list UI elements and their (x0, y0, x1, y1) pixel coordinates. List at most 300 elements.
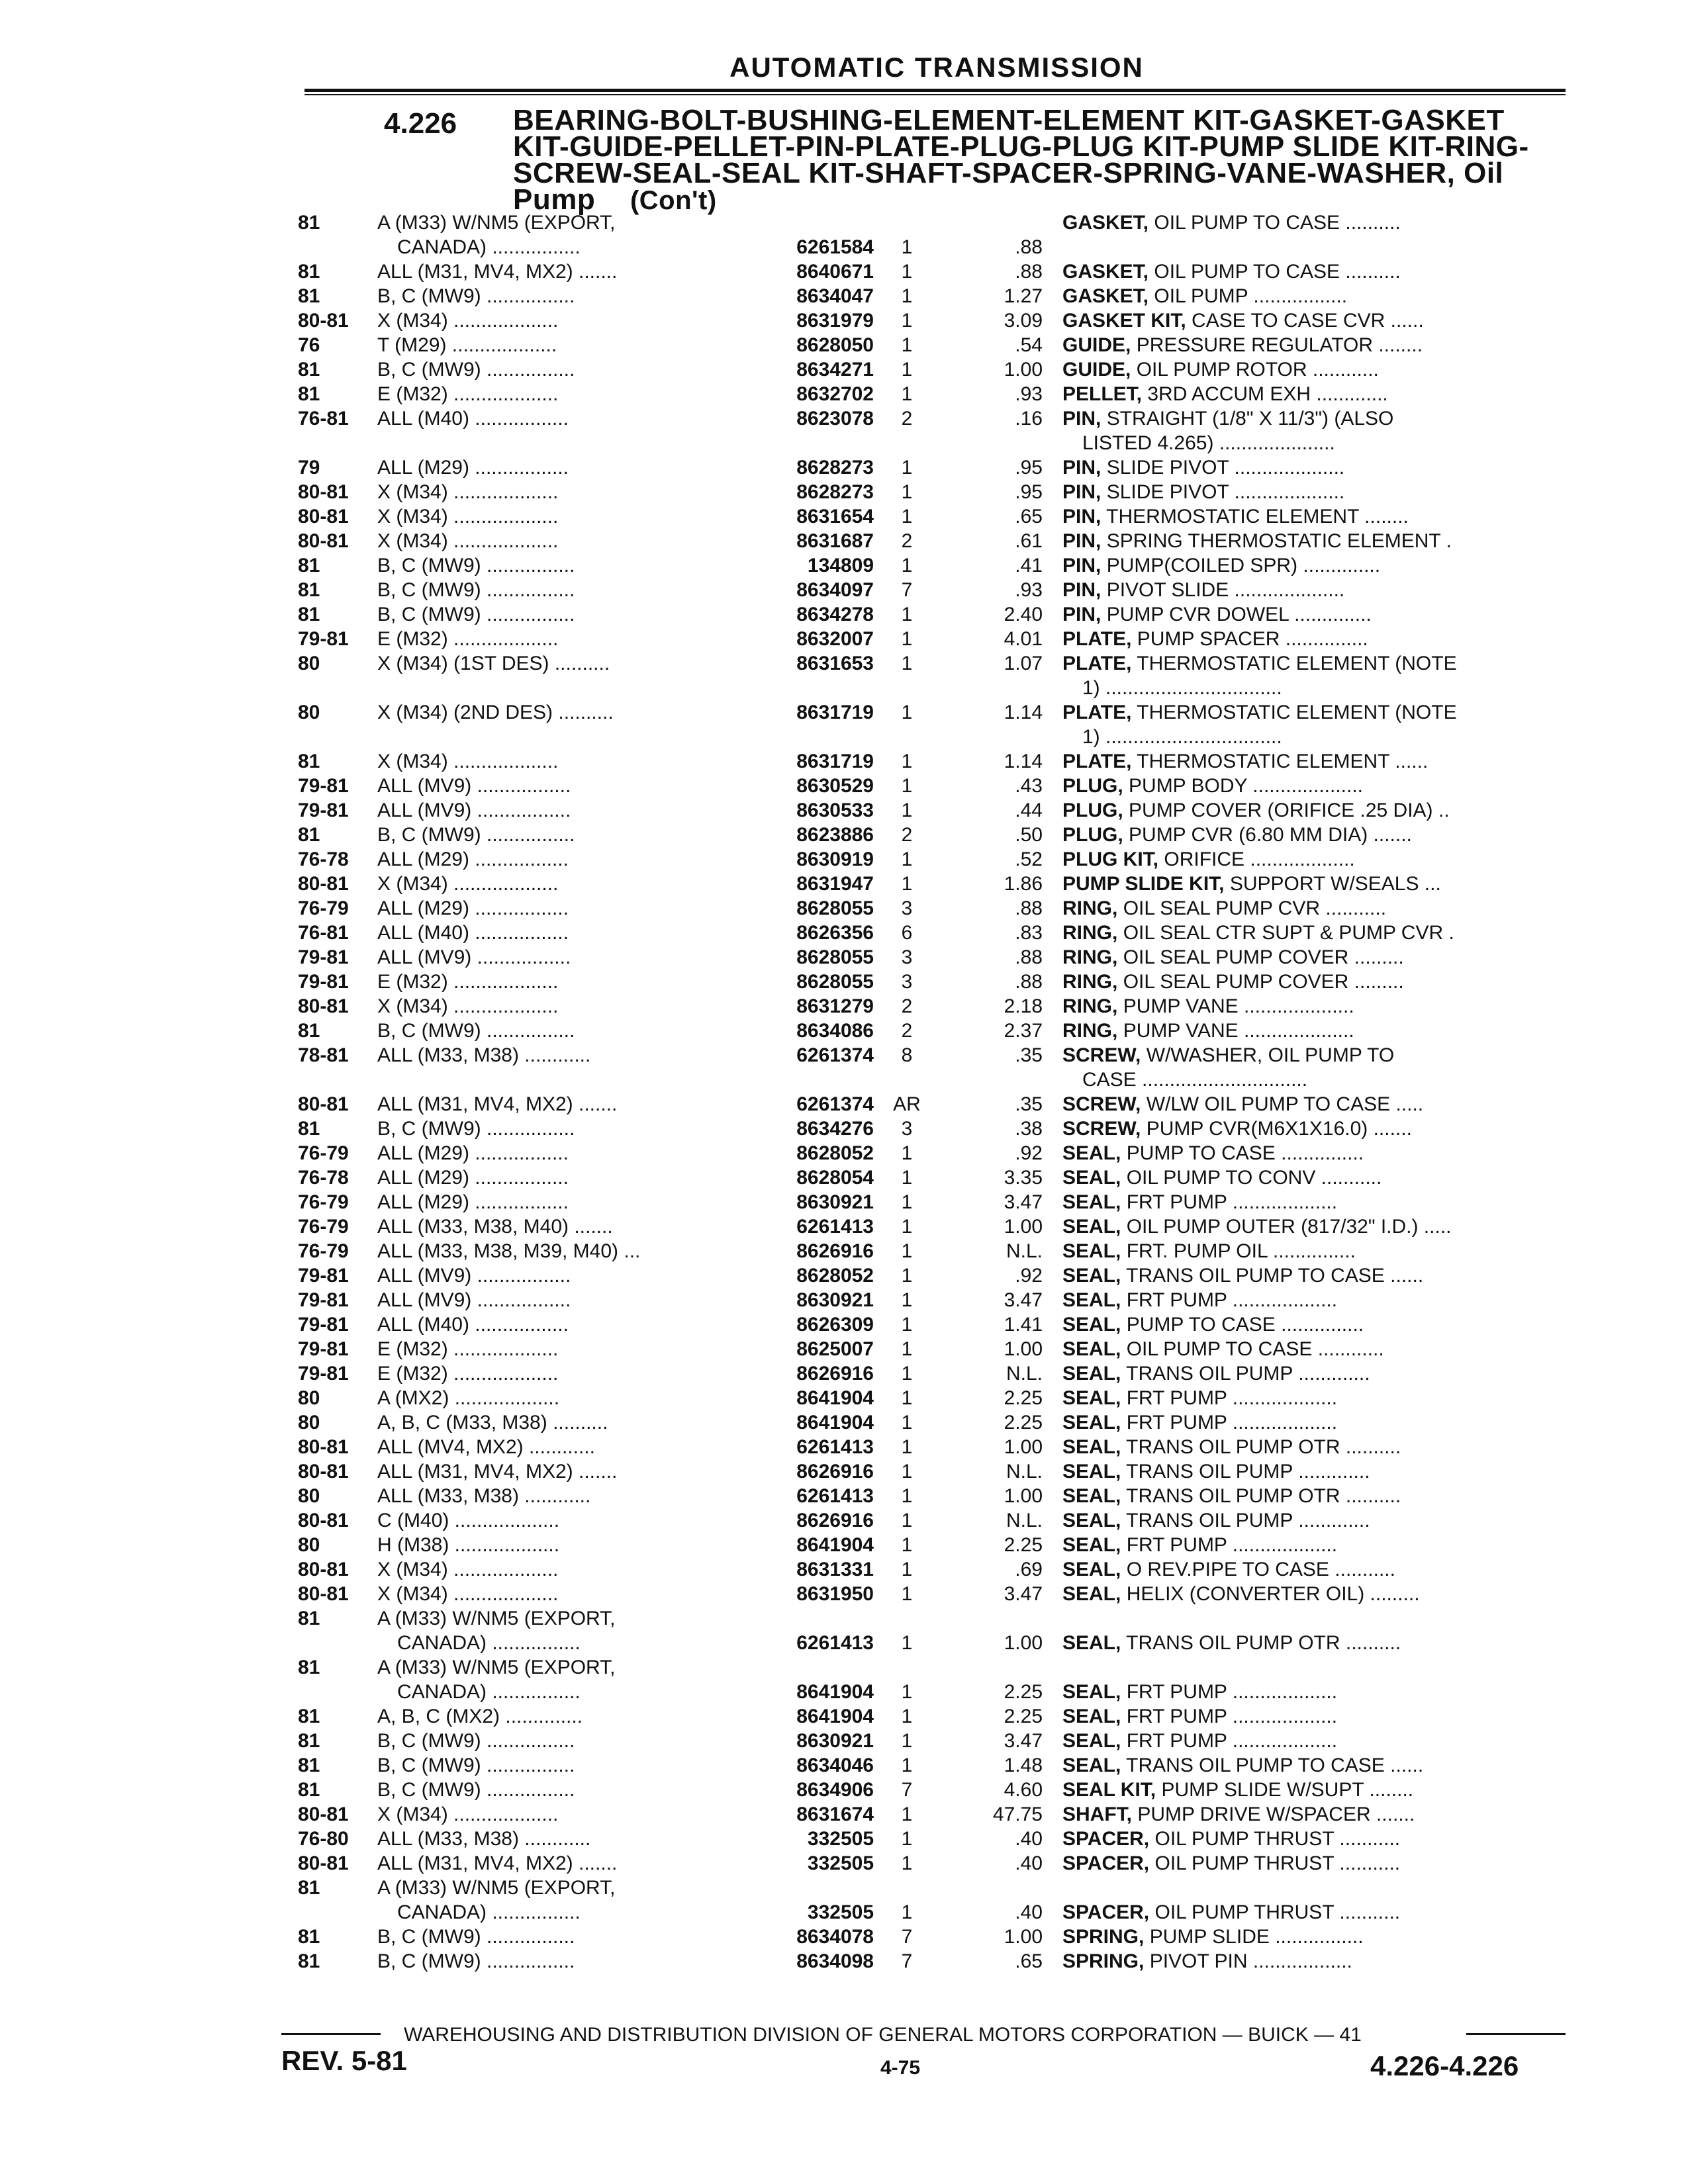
description-cell (1062, 1312, 1552, 1337)
description-text: FRT PUMP ................... (1126, 1412, 1338, 1433)
description-text: TRANS OIL PUMP TO CASE ...... (1126, 1754, 1424, 1776)
table-row (0, 1459, 1688, 1484)
table-row (0, 1606, 1688, 1655)
table-row (0, 1239, 1688, 1263)
year-cell: 80-81 (298, 995, 349, 1017)
description-cell (1062, 749, 1552, 774)
description-cell (1062, 1410, 1552, 1435)
table-row (0, 1386, 1688, 1410)
price-cell: N.L. (1006, 1363, 1043, 1385)
model-text: ALL (M29) ................. (377, 848, 569, 870)
price-cell: 3.47 (1004, 1730, 1043, 1752)
quantity-cell: 2 (901, 408, 913, 430)
year-cell: 81 (298, 555, 320, 576)
price-cell: .44 (1015, 799, 1043, 821)
table-row (0, 578, 1688, 602)
year-cell: 80-81 (298, 310, 349, 332)
description-text: TRANS OIL PUMP OTR .......... (1126, 1436, 1401, 1458)
quantity-cell: 1 (901, 1314, 913, 1336)
price-cell: 2.25 (1004, 1681, 1043, 1703)
model-cell (377, 872, 728, 896)
quantity-cell: 1 (901, 1387, 913, 1409)
model-text: X (M34) ................... (377, 530, 559, 552)
price-cell: .88 (1015, 261, 1043, 283)
description-cell (1062, 1778, 1552, 1802)
year-cell: 79-81 (298, 1314, 349, 1336)
year-cell: 81 (298, 1657, 320, 1678)
description-cell (1062, 1459, 1552, 1484)
year-cell: 76-81 (298, 922, 349, 944)
year-cell: 81 (298, 1950, 320, 1972)
year-cell: 79-81 (298, 775, 349, 797)
part-noun: SEAL, (1062, 1412, 1121, 1433)
year-cell: 79 (298, 457, 320, 478)
part-number-cell: 8628052 (796, 1265, 874, 1287)
table-row (0, 1851, 1688, 1876)
part-noun: GASKET KIT, (1062, 310, 1186, 332)
model-cell (377, 1435, 728, 1459)
quantity-cell: 1 (901, 1191, 913, 1213)
description-text: W/LW OIL PUMP TO CASE ..... (1146, 1093, 1424, 1115)
part-noun: SEAL, (1062, 1338, 1121, 1360)
part-noun: PLUG, (1062, 824, 1123, 846)
model-text-continued: CANADA) ................ (397, 1632, 581, 1654)
part-number-cell: 6261374 (796, 1093, 874, 1115)
model-cell (377, 921, 728, 945)
model-cell (377, 529, 728, 553)
price-cell: .93 (1015, 383, 1043, 405)
model-text: ALL (MV9) ................. (377, 946, 571, 968)
part-noun: SCREW, (1062, 1118, 1141, 1140)
description-cell (1062, 872, 1552, 896)
header-rule-thin (305, 94, 1566, 95)
year-cell: 81 (298, 1608, 320, 1629)
description-cell (1062, 602, 1552, 627)
description-cell (1062, 823, 1552, 847)
description-cell (1062, 1704, 1552, 1729)
quantity-cell: 1 (901, 1559, 913, 1580)
part-noun: PLUG, (1062, 775, 1123, 797)
description-cell (1062, 1533, 1552, 1557)
model-text: B, C (MW9) ................ (377, 1754, 575, 1776)
part-number-cell: 8631947 (796, 873, 874, 895)
price-cell: 3.35 (1004, 1167, 1043, 1189)
model-cell (377, 1533, 728, 1557)
table-row (0, 1312, 1688, 1337)
table-row (0, 308, 1688, 333)
model-cell (377, 651, 728, 676)
table-row (0, 1092, 1688, 1116)
description-text: SUPPORT W/SEALS ... (1229, 873, 1441, 895)
description-cell (1062, 970, 1552, 994)
price-cell: .93 (1015, 579, 1043, 601)
table-row (0, 1925, 1688, 1949)
year-cell: 80 (298, 1534, 320, 1556)
part-number-cell: 8641904 (796, 1534, 874, 1556)
part-noun: SEAL, (1062, 1167, 1121, 1189)
model-cell (377, 1729, 728, 1753)
model-cell (377, 749, 728, 774)
part-noun: RING, (1062, 995, 1118, 1017)
part-number-cell: 8623886 (796, 824, 874, 846)
part-noun: PIN, (1062, 530, 1102, 552)
quantity-cell: 1 (901, 1240, 913, 1262)
description-cell (1062, 1557, 1552, 1582)
part-number-cell: 8634078 (796, 1926, 874, 1948)
price-cell: 3.47 (1004, 1289, 1043, 1311)
table-row (0, 749, 1688, 774)
description-text: THERMOSTATIC ELEMENT ...... (1137, 751, 1429, 772)
description-cell (1062, 578, 1552, 602)
model-text: ALL (M29) ................. (377, 457, 569, 478)
table-row (0, 1361, 1688, 1386)
part-number-cell: 8641904 (796, 1412, 874, 1433)
part-number-cell: 8628055 (796, 971, 874, 993)
model-cell (377, 847, 728, 872)
model-text: ALL (M33, M38, M39, M40) ... (377, 1240, 641, 1262)
section-title (513, 104, 1546, 216)
year-cell: 80-81 (298, 873, 349, 895)
year-cell: 81 (298, 383, 320, 405)
table-row (0, 1949, 1688, 1974)
description-text: THERMOSTATIC ELEMENT ........ (1106, 506, 1409, 527)
model-text: B, C (MW9) ................ (377, 824, 575, 846)
model-text: ALL (M31, MV4, MX2) ....... (377, 1461, 618, 1482)
quantity-cell: 3 (901, 971, 913, 993)
table-row (0, 823, 1688, 847)
model-cell (377, 945, 728, 970)
model-text: X (M34) ................... (377, 873, 559, 895)
part-number-cell: 8634906 (796, 1779, 874, 1801)
description-cell (1062, 1827, 1552, 1851)
model-text: B, C (MW9) ................ (377, 555, 575, 576)
description-cell (1062, 1508, 1552, 1533)
part-noun: GUIDE, (1062, 334, 1131, 356)
description-cell (1062, 1484, 1552, 1508)
table-row (0, 1753, 1688, 1778)
quantity-cell: 1 (901, 236, 913, 258)
description-text: OIL PUMP ROTOR ............ (1136, 359, 1379, 381)
year-cell: 81 (298, 359, 320, 381)
price-cell: 2.25 (1004, 1387, 1043, 1409)
section-range: 4.226-4.226 (1370, 2050, 1519, 2081)
part-noun: SPACER, (1062, 1828, 1150, 1850)
part-number-cell: 8634086 (796, 1020, 874, 1042)
model-cell (377, 1141, 728, 1165)
table-row (0, 1557, 1688, 1582)
description-text: SLIDE PIVOT .................... (1106, 457, 1345, 478)
model-text: ALL (M31, MV4, MX2) ....... (377, 1852, 618, 1874)
description-text-continued: 1) ................................ (1082, 677, 1282, 699)
table-row (0, 1655, 1688, 1704)
table-row (0, 994, 1688, 1019)
model-text: B, C (MW9) ................ (377, 579, 575, 601)
year-cell: 80-81 (298, 481, 349, 503)
description-cell (1062, 774, 1552, 798)
part-number-cell: 8632007 (796, 628, 874, 650)
model-cell (377, 553, 728, 578)
model-cell (377, 1557, 728, 1582)
part-noun: SEAL, (1062, 1314, 1121, 1336)
page-number: 4-75 (880, 2057, 921, 2079)
price-cell: 2.25 (1004, 1534, 1043, 1556)
continued-label: (Con't) (630, 186, 717, 215)
model-text: A, B, C (MX2) .............. (377, 1706, 583, 1727)
model-cell (377, 602, 728, 627)
part-noun: PLATE, (1062, 628, 1132, 650)
model-text: X (M34) ................... (377, 995, 559, 1017)
model-cell (377, 1312, 728, 1337)
table-row (0, 455, 1688, 480)
part-number-cell: 8628052 (796, 1142, 874, 1164)
table-row (0, 1876, 1688, 1925)
quantity-cell: 1 (901, 1730, 913, 1752)
part-number-cell: 8631687 (796, 530, 874, 552)
quantity-cell: 1 (901, 873, 913, 895)
model-cell (377, 455, 728, 480)
part-number-cell: 8634278 (796, 604, 874, 625)
quantity-cell: 1 (901, 1828, 913, 1850)
description-text-continued: LISTED 4.265) ..................... (1082, 432, 1335, 454)
part-number-cell: 8628273 (796, 457, 874, 478)
year-cell: 80-81 (298, 1559, 349, 1580)
price-cell: .40 (1015, 1901, 1043, 1923)
quantity-cell: 1 (901, 1412, 913, 1433)
description-text: FRT. PUMP OIL ............... (1126, 1240, 1356, 1262)
description-text-continued: CASE .............................. (1082, 1069, 1308, 1091)
model-cell (377, 210, 728, 259)
year-cell: 80 (298, 1387, 320, 1409)
quantity-cell: AR (893, 1093, 921, 1115)
model-cell (377, 1263, 728, 1288)
model-text: A, B, C (M33, M38) .......... (377, 1412, 608, 1433)
part-noun: SCREW, (1062, 1044, 1141, 1066)
table-row (0, 1337, 1688, 1361)
description-text: OIL PUMP THRUST ........... (1154, 1852, 1401, 1874)
table-row (0, 798, 1688, 823)
description-cell (1062, 406, 1552, 455)
year-cell: 80-81 (298, 1852, 349, 1874)
description-cell (1062, 1337, 1552, 1361)
part-number-cell: 8631654 (796, 506, 874, 527)
table-row (0, 1533, 1688, 1557)
description-text: 3RD ACCUM EXH ............. (1147, 383, 1388, 405)
table-row (0, 1116, 1688, 1141)
part-number-cell: 8640671 (796, 261, 874, 283)
model-cell (377, 308, 728, 333)
price-cell: 1.00 (1004, 1926, 1043, 1948)
price-cell: .65 (1015, 506, 1043, 527)
footer-rule-left (281, 2033, 381, 2035)
model-text: ALL (M29) ................. (377, 1191, 569, 1213)
price-cell: 1.86 (1004, 873, 1043, 895)
table-row (0, 1582, 1688, 1606)
description-cell (1062, 700, 1552, 749)
part-number-cell: 332505 (807, 1828, 874, 1850)
quantity-cell: 1 (901, 1216, 913, 1238)
description-text: OIL PUMP ................. (1154, 285, 1348, 307)
description-text: PUMP BODY .................... (1129, 775, 1363, 797)
description-cell (1062, 1214, 1552, 1239)
model-text: A (MX2) ................... (377, 1387, 560, 1409)
description-text: OIL PUMP TO CASE .......... (1154, 212, 1401, 234)
description-cell (1062, 1288, 1552, 1312)
quantity-cell: 1 (901, 506, 913, 527)
model-cell (377, 1288, 728, 1312)
year-cell: 79-81 (298, 1289, 349, 1311)
part-number-cell: 8630921 (796, 1289, 874, 1311)
description-text: HELIX (CONVERTER OIL) ......... (1126, 1583, 1420, 1605)
quantity-cell: 1 (901, 334, 913, 356)
description-text: TRANS OIL PUMP ............. (1126, 1363, 1370, 1385)
model-cell (377, 1851, 728, 1876)
price-cell: 47.75 (992, 1803, 1043, 1825)
price-cell: 2.25 (1004, 1706, 1043, 1727)
quantity-cell: 1 (901, 1583, 913, 1605)
part-noun: PLATE, (1062, 653, 1132, 674)
price-cell: .50 (1015, 824, 1043, 846)
price-cell: 3.09 (1004, 310, 1043, 332)
description-text: THERMOSTATIC ELEMENT (NOTE (1137, 702, 1457, 723)
price-cell: .61 (1015, 530, 1043, 552)
model-text: ALL (M31, MV4, MX2) ....... (377, 261, 618, 283)
part-number-cell: 8630533 (796, 799, 874, 821)
description-cell (1062, 333, 1552, 357)
year-cell: 81 (298, 604, 320, 625)
description-cell (1062, 1190, 1552, 1214)
description-text: PUMP DRIVE W/SPACER ....... (1137, 1803, 1415, 1825)
table-row (0, 1704, 1688, 1729)
model-text: E (M32) ................... (377, 383, 559, 405)
table-row (0, 529, 1688, 553)
model-text: E (M32) ................... (377, 1338, 559, 1360)
price-cell: 1.00 (1004, 1436, 1043, 1458)
model-cell (377, 627, 728, 651)
model-text: B, C (MW9) ................ (377, 1779, 575, 1801)
description-cell (1062, 1851, 1552, 1876)
price-cell: .88 (1015, 897, 1043, 919)
description-text: TRANS OIL PUMP ............. (1126, 1510, 1370, 1531)
price-cell: .88 (1015, 946, 1043, 968)
part-number-cell: 8634046 (796, 1754, 874, 1776)
year-cell: 81 (298, 1118, 320, 1140)
year-cell: 76-81 (298, 408, 349, 430)
part-noun: SEAL, (1062, 1142, 1121, 1164)
table-row (0, 1435, 1688, 1459)
part-number-cell: 8641904 (796, 1706, 874, 1727)
part-noun: SEAL, (1062, 1363, 1121, 1385)
year-cell: 79-81 (298, 971, 349, 993)
table-row (0, 259, 1688, 284)
model-cell (377, 1214, 728, 1239)
description-text: PUMP SLIDE ................ (1149, 1926, 1364, 1948)
description-cell (1062, 896, 1552, 921)
description-text: TRANS OIL PUMP OTR .......... (1126, 1485, 1401, 1507)
part-number-cell: 8631719 (796, 751, 874, 772)
year-cell: 80-81 (298, 1093, 349, 1115)
table-row (0, 1802, 1688, 1827)
table-row (0, 896, 1688, 921)
description-text: THERMOSTATIC ELEMENT (NOTE (1137, 653, 1457, 674)
description-cell (1062, 1239, 1552, 1263)
table-row (0, 382, 1688, 406)
part-noun: SPACER, (1062, 1852, 1150, 1874)
table-row (0, 1484, 1688, 1508)
description-cell (1062, 1092, 1552, 1116)
part-number-cell: 8626916 (796, 1461, 874, 1482)
price-cell: N.L. (1006, 1461, 1043, 1482)
part-noun: GASKET, (1062, 212, 1149, 234)
part-noun: SEAL, (1062, 1730, 1121, 1752)
model-cell (377, 1410, 728, 1435)
model-text: B, C (MW9) ................ (377, 359, 575, 381)
footer-division: WAREHOUSING AND DISTRIBUTION DIVISION OF GENERAL MOTORS CORPORATION — BUICK — 41 (404, 2024, 1362, 2046)
quantity-cell: 8 (901, 1044, 913, 1066)
year-cell: 81 (298, 1779, 320, 1801)
part-noun: GASKET, (1062, 285, 1149, 307)
table-row (0, 1141, 1688, 1165)
description-text: OIL PUMP TO CASE .......... (1154, 261, 1401, 283)
quantity-cell: 3 (901, 897, 913, 919)
description-text: PUMP COVER (ORIFICE .25 DIA) .. (1129, 799, 1450, 821)
description-text: OIL SEAL PUMP COVER ......... (1123, 946, 1404, 968)
year-cell: 81 (298, 1754, 320, 1776)
model-text: X (M34) (2ND DES) .......... (377, 702, 614, 723)
price-cell: 1.48 (1004, 1754, 1043, 1776)
description-text: TRANS OIL PUMP OTR .......... (1126, 1632, 1401, 1654)
part-noun: SEAL, (1062, 1191, 1121, 1213)
description-cell (1062, 1729, 1552, 1753)
model-text: T (M29) ................... (377, 334, 557, 356)
description-text: PIVOT SLIDE .................... (1106, 579, 1345, 601)
price-cell: 1.07 (1004, 653, 1043, 674)
description-text: PUMP VANE .................... (1123, 995, 1354, 1017)
description-cell (1062, 480, 1552, 504)
quantity-cell: 7 (901, 1950, 913, 1972)
description-text: PUMP CVR (6.80 MM DIA) ....... (1129, 824, 1412, 846)
quantity-cell: 6 (901, 922, 913, 944)
table-row (0, 333, 1688, 357)
description-text-continued: 1) ................................ (1082, 726, 1282, 748)
quantity-cell: 1 (901, 457, 913, 478)
model-cell (377, 406, 728, 431)
model-text: B, C (MW9) ................ (377, 1118, 575, 1140)
model-text: X (M34) ................... (377, 1803, 559, 1825)
part-noun: SPRING, (1062, 1950, 1145, 1972)
description-text: OIL PUMP TO CASE ............ (1126, 1338, 1384, 1360)
description-text: FRT PUMP ................... (1126, 1534, 1338, 1556)
part-number-cell: 6261584 (796, 236, 874, 258)
part-number-cell: 8631279 (796, 995, 874, 1017)
year-cell: 79-81 (298, 799, 349, 821)
year-cell: 80 (298, 1412, 320, 1433)
quantity-cell: 7 (901, 1779, 913, 1801)
quantity-cell: 1 (901, 1461, 913, 1482)
table-row (0, 847, 1688, 872)
model-text: ALL (M33, M38) ............ (377, 1044, 591, 1066)
description-cell (1062, 1141, 1552, 1165)
year-cell: 78-81 (298, 1044, 349, 1066)
model-text: X (M34) ................... (377, 506, 559, 527)
part-number-cell: 8623078 (796, 408, 874, 430)
description-cell (1062, 210, 1552, 235)
price-cell: 1.00 (1004, 359, 1043, 381)
model-cell (377, 1508, 728, 1533)
description-text: FRT PUMP ................... (1126, 1387, 1338, 1409)
year-cell: 81 (298, 285, 320, 307)
quantity-cell: 1 (901, 1510, 913, 1531)
year-cell: 76-79 (298, 1142, 349, 1164)
